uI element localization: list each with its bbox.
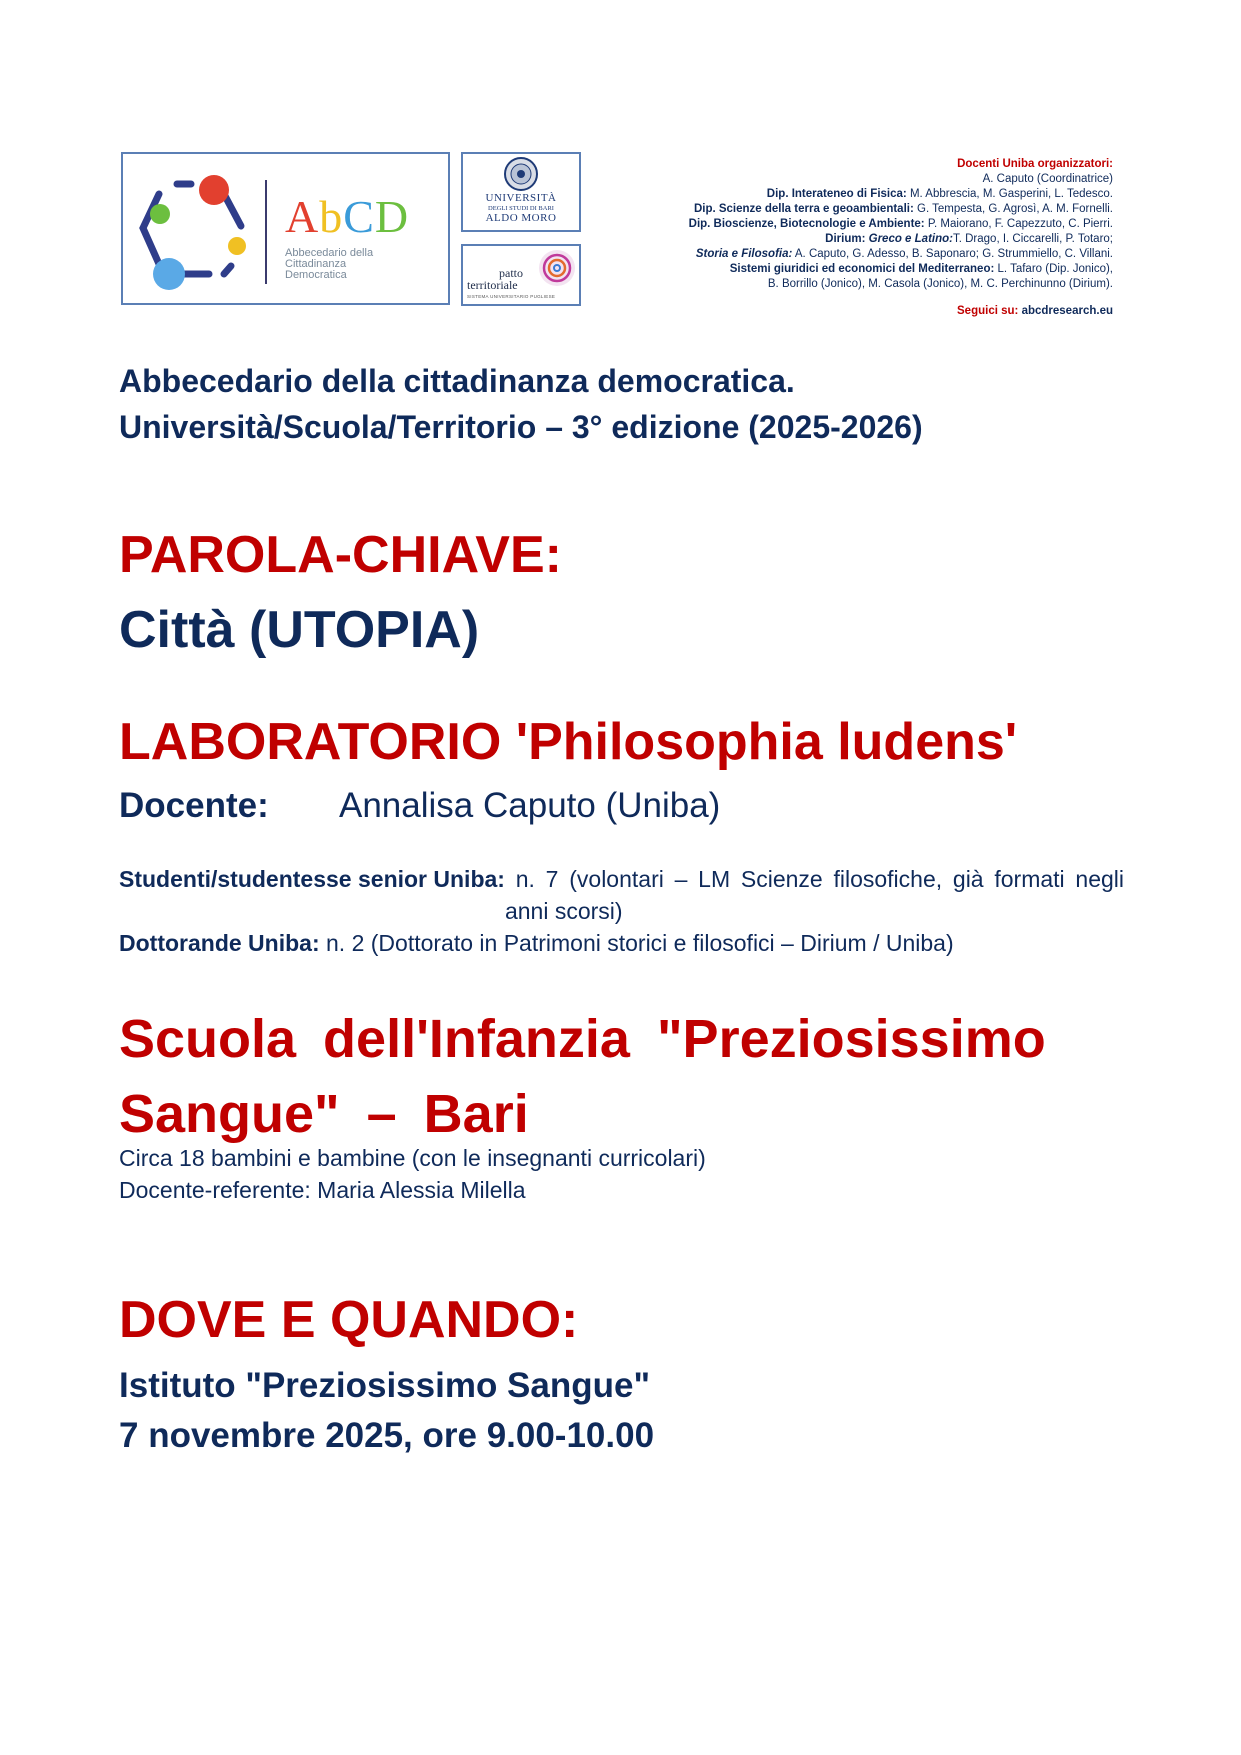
patto-line3: SISTEMA UNIVERSITARIO PUGLIESE (467, 294, 556, 299)
event-date: 7 novembre 2025, ore 9.00-10.00 (119, 1416, 655, 1455)
dept-sub: Storia e Filosofia: (695, 248, 793, 260)
school-referent: Docente-referente: Maria Alessia Milella (119, 1177, 526, 1203)
phd-students-value: n. 2 (Dottorato in Patrimoni storici e filosofici – Dirium / Uniba) (319, 930, 954, 956)
abcd-wordmark (285, 190, 409, 243)
docente-value: Annalisa Caputo (Uniba) (339, 786, 721, 825)
dept-name: Sistemi giuridici ed economici del Mediterraneo: (729, 263, 995, 275)
main-title-line2: Università/Scuola/Territorio – 3° edizione (2025-2026) (119, 409, 923, 445)
organizer-row (553, 202, 1113, 217)
school-children: Circa 18 bambini e bambine (con le insegnanti curricolari) (119, 1145, 706, 1171)
school-info (119, 1142, 706, 1206)
dept-members: G. Tempesta, G. Agrosì, A. M. Fornelli. (917, 203, 1113, 215)
main-title (119, 358, 923, 450)
keyword-label: PAROLA-CHIAVE: (119, 526, 562, 584)
coordinator: A. Caputo (Coordinatrice) (982, 173, 1113, 185)
university-seal-icon (503, 156, 539, 192)
wordmark-letter-c: C (343, 191, 375, 242)
keyword-value: Città (UTOPIA) (119, 601, 480, 659)
students-block (119, 863, 1131, 959)
dept-name: Dip. Scienze della terra e geoambientali: (693, 203, 914, 215)
dept-members: P. Maiorano, F. Capezzuto, C. Pierri. (927, 218, 1113, 230)
dept-members: M. Abbrescia, M. Gasperini, L. Tedesco. (909, 188, 1113, 200)
dept-name: Dip. Interateneo di Fisica: (766, 188, 907, 200)
dept-name: Dip. Bioscienze, Biotecnologie e Ambiente: (688, 218, 925, 230)
organizer-row (553, 262, 1113, 277)
organizer-row (553, 232, 1113, 247)
abcd-subtitle-line: Cittadinanza (285, 258, 347, 270)
patto-line1: patto (499, 266, 523, 280)
uniba-line2: DEGLI STUDI DI BARI (488, 205, 554, 212)
uniba-line1: UNIVERSITÀ (485, 192, 557, 204)
abcd-logo (121, 152, 450, 305)
phd-students-label: Dottorande Uniba: (119, 930, 320, 956)
organizer-row (553, 217, 1113, 232)
organizer-row (553, 187, 1113, 202)
abcd-subtitle-line: Abbecedario della (285, 247, 374, 259)
follow-url-link[interactable]: abcdresearch.eu (1021, 305, 1113, 317)
organizers-header: Docenti Uniba organizzatori: (957, 158, 1113, 170)
wordmark-letter-b: b (319, 191, 344, 242)
docente-label: Docente: (119, 786, 269, 825)
wordmark-letter-a: A (285, 191, 320, 242)
follow-label: Seguici su: (957, 305, 1019, 317)
lab-title: LABORATORIO 'Philosophia ludens' (119, 713, 1018, 771)
dept-members: A. Caputo, G. Adesso, B. Saponaro; G. Strummiello, C. Villani. (794, 248, 1113, 260)
where-when-label: DOVE E QUANDO: (119, 1291, 579, 1349)
organizer-row (553, 247, 1113, 262)
event-place: Istituto "Preziosissimo Sangue" (119, 1366, 651, 1405)
senior-students-value: n. 7 (volontari – LM Scienze filosofiche, già formati negli anni scorsi) (504, 866, 1131, 924)
organizer-row: B. Borrillo (Jonico), M. Casola (Jonico), M. C. Perchinunno (Dirium). (767, 278, 1113, 290)
abcd-subtitle-line: Democratica (285, 269, 347, 281)
uniba-line3: ALDO MORO (485, 212, 557, 224)
senior-students-row (119, 863, 1131, 927)
follow-us (553, 304, 1113, 319)
dept-members: L. Tafaro (Dip. Jonico), (997, 263, 1113, 275)
hexagon-dots-icon (129, 156, 259, 306)
main-title-line1: Abbecedario della cittadinanza democratica. (119, 363, 795, 399)
organizers-block (553, 157, 1113, 319)
logo-divider (265, 180, 267, 284)
wordmark-letter-d: D (374, 191, 410, 242)
dept-sub: Greco e Latino: (868, 233, 953, 245)
school-title: Scuola dell'Infanzia "Preziosissimo Sangue" – Bari (119, 1009, 1046, 1144)
phd-students-row (119, 927, 1124, 959)
dept-members: T. Drago, I. Ciccarelli, P. Totaro; (952, 233, 1113, 245)
dept-name: Dirium: (825, 233, 866, 245)
patto-line2: territoriale (467, 278, 518, 292)
abcd-subtitle (285, 248, 405, 281)
senior-students-label: Studenti/studentesse senior Uniba: (119, 866, 505, 892)
